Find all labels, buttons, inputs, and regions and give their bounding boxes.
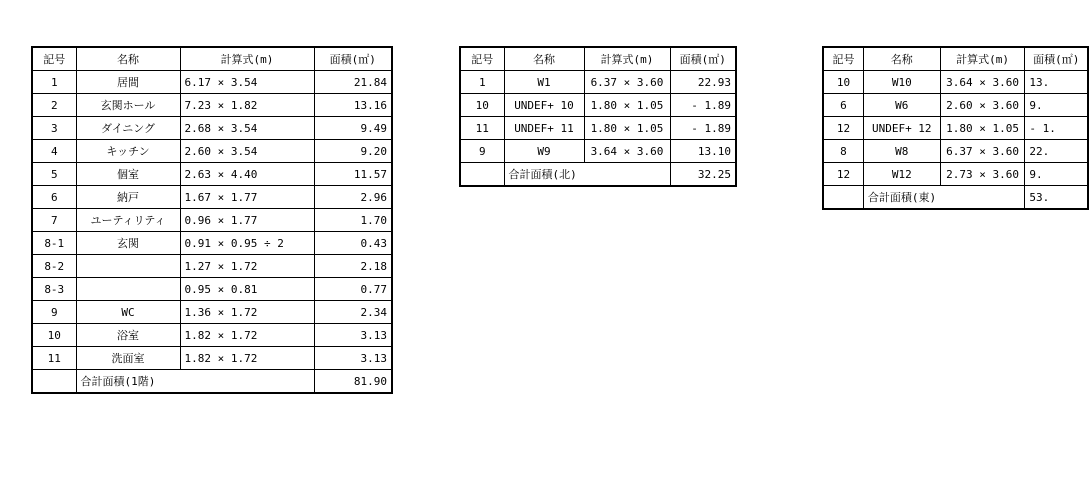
cell-area: 9.20 bbox=[314, 140, 392, 163]
total-value: 81.90 bbox=[314, 370, 392, 394]
header-name: 名称 bbox=[76, 47, 180, 71]
cell-no: 1 bbox=[32, 71, 76, 94]
total-label: 合計面積(東) bbox=[863, 186, 1025, 210]
header-formula: 計算式(m) bbox=[180, 47, 314, 71]
total-blank-cell bbox=[460, 163, 504, 187]
cell-formula: 3.64 × 3.60 bbox=[940, 71, 1025, 94]
cell-area: 22.93 bbox=[670, 71, 736, 94]
header-formula: 計算式(m) bbox=[940, 47, 1025, 71]
cell-area: 2.96 bbox=[314, 186, 392, 209]
cell-no: 10 bbox=[460, 94, 504, 117]
header-name: 名称 bbox=[863, 47, 940, 71]
cell-formula: 0.96 × 1.77 bbox=[180, 209, 314, 232]
cell-name: 居間 bbox=[76, 71, 180, 94]
table-row bbox=[32, 94, 392, 117]
table-row bbox=[823, 140, 1088, 163]
cell-formula: 0.91 × 0.95 ÷ 2 bbox=[180, 232, 314, 255]
area-table-1f bbox=[31, 46, 393, 394]
cell-formula: 1.82 × 1.72 bbox=[180, 324, 314, 347]
table-row bbox=[32, 347, 392, 370]
cell-formula: 2.73 × 3.60 bbox=[940, 163, 1025, 186]
cell-formula: 2.63 × 4.40 bbox=[180, 163, 314, 186]
cell-name: ユーティリティ bbox=[76, 209, 180, 232]
cell-no: 2 bbox=[32, 94, 76, 117]
cell-area: 13. bbox=[1025, 71, 1088, 94]
cell-formula: 1.67 × 1.77 bbox=[180, 186, 314, 209]
table-row bbox=[32, 186, 392, 209]
cell-name: ダイニング bbox=[76, 117, 180, 140]
table-row bbox=[32, 301, 392, 324]
table-row bbox=[32, 278, 392, 301]
cell-name: W1 bbox=[504, 71, 584, 94]
cell-formula: 2.60 × 3.54 bbox=[180, 140, 314, 163]
table-row bbox=[460, 71, 736, 94]
cell-no: 4 bbox=[32, 140, 76, 163]
cell-formula: 1.80 × 1.05 bbox=[940, 117, 1025, 140]
cell-no: 11 bbox=[460, 117, 504, 140]
table-header-row bbox=[823, 47, 1088, 71]
cell-name: 洗面室 bbox=[76, 347, 180, 370]
cell-area: 3.13 bbox=[314, 324, 392, 347]
table-row bbox=[823, 117, 1088, 140]
cell-name: W8 bbox=[863, 140, 940, 163]
cell-formula: 7.23 × 1.82 bbox=[180, 94, 314, 117]
cell-name: W10 bbox=[863, 71, 940, 94]
total-label: 合計面積(1階) bbox=[76, 370, 314, 394]
cell-name: W9 bbox=[504, 140, 584, 163]
cell-area: 9. bbox=[1025, 94, 1088, 117]
cell-area: 9. bbox=[1025, 163, 1088, 186]
header-area: 面積(㎡) bbox=[314, 47, 392, 71]
cell-no: 6 bbox=[823, 94, 863, 117]
table-row bbox=[32, 324, 392, 347]
table-row bbox=[32, 163, 392, 186]
cell-name bbox=[76, 255, 180, 278]
total-blank-cell bbox=[823, 186, 863, 210]
cell-name: 玄関 bbox=[76, 232, 180, 255]
cell-formula: 0.95 × 0.81 bbox=[180, 278, 314, 301]
total-value: 32.25 bbox=[670, 163, 736, 187]
cell-no: 11 bbox=[32, 347, 76, 370]
cell-no: 1 bbox=[460, 71, 504, 94]
cell-area: 9.49 bbox=[314, 117, 392, 140]
total-row bbox=[460, 163, 736, 187]
cell-no: 7 bbox=[32, 209, 76, 232]
cell-area: 2.18 bbox=[314, 255, 392, 278]
cell-area: 22. bbox=[1025, 140, 1088, 163]
table-row bbox=[460, 117, 736, 140]
cell-formula: 6.37 × 3.60 bbox=[584, 71, 670, 94]
header-no: 記号 bbox=[460, 47, 504, 71]
cell-area: 0.77 bbox=[314, 278, 392, 301]
cell-formula: 1.27 × 1.72 bbox=[180, 255, 314, 278]
cell-formula: 1.80 × 1.05 bbox=[584, 94, 670, 117]
cell-no: 8-2 bbox=[32, 255, 76, 278]
cell-name: 個室 bbox=[76, 163, 180, 186]
total-row bbox=[32, 370, 392, 394]
table-row bbox=[32, 71, 392, 94]
cell-no: 6 bbox=[32, 186, 76, 209]
cell-formula: 3.64 × 3.60 bbox=[584, 140, 670, 163]
cell-area: 13.10 bbox=[670, 140, 736, 163]
cell-no: 10 bbox=[823, 71, 863, 94]
cell-area: - 1.89 bbox=[670, 94, 736, 117]
header-formula: 計算式(m) bbox=[584, 47, 670, 71]
total-row bbox=[823, 186, 1088, 210]
total-blank-cell bbox=[32, 370, 76, 394]
cell-no: 8-1 bbox=[32, 232, 76, 255]
header-name: 名称 bbox=[504, 47, 584, 71]
table-row bbox=[32, 232, 392, 255]
cell-formula: 1.80 × 1.05 bbox=[584, 117, 670, 140]
cell-no: 9 bbox=[460, 140, 504, 163]
cell-area: 3.13 bbox=[314, 347, 392, 370]
cell-area: - 1. bbox=[1025, 117, 1088, 140]
cell-formula: 2.60 × 3.60 bbox=[940, 94, 1025, 117]
cell-no: 8-3 bbox=[32, 278, 76, 301]
area-table-east bbox=[822, 46, 1089, 210]
cell-no: 10 bbox=[32, 324, 76, 347]
cell-formula: 6.17 × 3.54 bbox=[180, 71, 314, 94]
header-no: 記号 bbox=[32, 47, 76, 71]
total-label: 合計面積(北) bbox=[504, 163, 670, 187]
cell-area: 11.57 bbox=[314, 163, 392, 186]
cell-no: 9 bbox=[32, 301, 76, 324]
cell-no: 12 bbox=[823, 117, 863, 140]
cell-formula: 1.82 × 1.72 bbox=[180, 347, 314, 370]
table-row bbox=[823, 94, 1088, 117]
table-row bbox=[823, 71, 1088, 94]
cell-formula: 2.68 × 3.54 bbox=[180, 117, 314, 140]
cell-area: 13.16 bbox=[314, 94, 392, 117]
total-value: 53. bbox=[1025, 186, 1088, 210]
cell-no: 8 bbox=[823, 140, 863, 163]
cell-area: 0.43 bbox=[314, 232, 392, 255]
table-row bbox=[460, 140, 736, 163]
cell-name: UNDEF+ 12 bbox=[863, 117, 940, 140]
table-row bbox=[32, 255, 392, 278]
table-header-row bbox=[460, 47, 736, 71]
cell-area: 21.84 bbox=[314, 71, 392, 94]
cell-name: 玄関ホール bbox=[76, 94, 180, 117]
cell-no: 3 bbox=[32, 117, 76, 140]
cell-no: 12 bbox=[823, 163, 863, 186]
table-row bbox=[460, 94, 736, 117]
table-row bbox=[823, 163, 1088, 186]
cell-name: W12 bbox=[863, 163, 940, 186]
cell-name: 浴室 bbox=[76, 324, 180, 347]
cell-name: UNDEF+ 11 bbox=[504, 117, 584, 140]
cell-area: 1.70 bbox=[314, 209, 392, 232]
table-row bbox=[32, 209, 392, 232]
cell-area: - 1.89 bbox=[670, 117, 736, 140]
header-area: 面積(㎡) bbox=[670, 47, 736, 71]
cell-formula: 6.37 × 3.60 bbox=[940, 140, 1025, 163]
table-header-row bbox=[32, 47, 392, 71]
cell-area: 2.34 bbox=[314, 301, 392, 324]
cell-name: 納戸 bbox=[76, 186, 180, 209]
table-row bbox=[32, 117, 392, 140]
table-row bbox=[32, 140, 392, 163]
cell-name bbox=[76, 278, 180, 301]
header-no: 記号 bbox=[823, 47, 863, 71]
cell-name: キッチン bbox=[76, 140, 180, 163]
cell-name: W6 bbox=[863, 94, 940, 117]
cell-formula: 1.36 × 1.72 bbox=[180, 301, 314, 324]
header-area: 面積(㎡) bbox=[1025, 47, 1088, 71]
area-table-north bbox=[459, 46, 737, 187]
cell-name: UNDEF+ 10 bbox=[504, 94, 584, 117]
cell-no: 5 bbox=[32, 163, 76, 186]
cell-name: WC bbox=[76, 301, 180, 324]
